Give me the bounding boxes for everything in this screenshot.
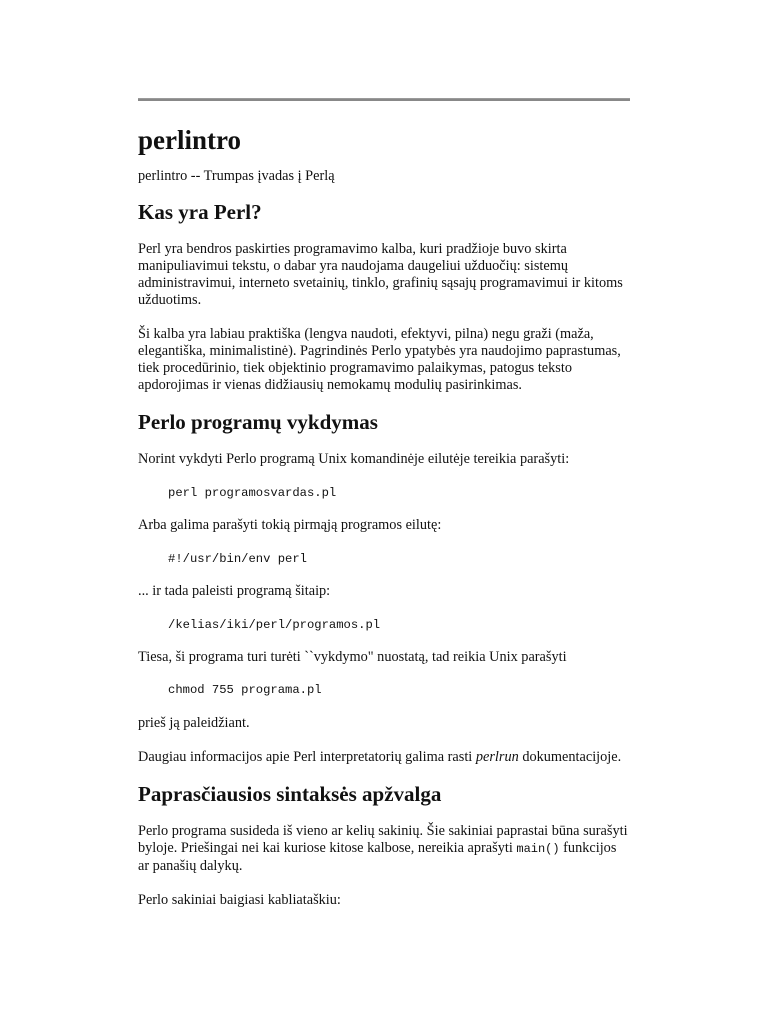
- paragraph-running-5: prieš ją paleidžiant.: [138, 715, 250, 731]
- code-block-3: /kelias/iki/perl/programos.pl: [168, 618, 381, 632]
- subtitle: perlintro -- Trumpas įvadas į Perlą: [138, 168, 335, 184]
- code-block-2: #!/usr/bin/env perl: [168, 552, 307, 566]
- heading-syntax: Paprasčiausios sintaksės apžvalga: [138, 782, 442, 806]
- paragraph-what-is-perl-1: Perl yra bendros paskirties programavimo kalba, kuri pradžioje buvo skirta manipuliavimui tekstu, o dabar yra naudojama daugeliui užduočių: sistemų administravimui, interneto svetainių, tinklo, grafinių sąsajų programavimui ir kitoms užduotims.: [138, 241, 623, 308]
- text-segment: funkcijos ar panašių dalykų.: [138, 840, 617, 874]
- code-block-4: chmod 755 programa.pl: [168, 683, 322, 697]
- paragraph-running-4: Tiesa, ši programa turi turėti ``vykdymo" nuostatą, tad reikia Unix parašyti: [138, 649, 567, 665]
- page-title: perlintro: [138, 125, 241, 155]
- paragraph-syntax-1: [138, 823, 630, 875]
- text-segment: Daugiau informacijos apie Perl interpretatorių galima rasti: [138, 749, 476, 765]
- text-segment: dokumentacijoje.: [518, 749, 622, 765]
- heading-what-is-perl: Kas yra Perl?: [138, 200, 262, 224]
- text-segment: Perlo programa susideda iš vieno ar kelių sakinių. Šie sakiniai paprastai būna surašyti byloje. Priešingai nei kai kuriose kitose kalbose, nereikia aprašyti: [138, 823, 628, 856]
- paragraph-what-is-perl-2: Ši kalba yra labiau praktiška (lengva naudoti, efektyvi, pilna) negu graži (maža, elegantiška, minimalistinė). Pagrindinės Perlo ypatybės yra naudojimo paprastumas, tiek procedūrinio, tiek objektinio programavimo palaikymas, patogus teksto apdorojimas ir vienas didžiausių nemokamų modulių pasirinkimas.: [138, 326, 621, 393]
- paragraph-running-2: Arba galima parašyti tokią pirmąją programos eilutę:: [138, 517, 442, 533]
- perlrun-reference: perlrun: [475, 749, 519, 765]
- document-page: [138, 98, 630, 909]
- paragraph-syntax-2: Perlo sakiniai baigiasi kabliataškiu:: [138, 892, 341, 908]
- code-block-1: perl programosvardas.pl: [168, 486, 337, 500]
- heading-running: Perlo programų vykdymas: [138, 410, 378, 434]
- paragraph-running-6: [138, 749, 630, 766]
- paragraph-running-1: Norint vykdyti Perlo programą Unix komandinėje eilutėje tereikia parašyti:: [138, 451, 570, 467]
- paragraph-running-3: ... ir tada paleisti programą šitaip:: [138, 583, 331, 599]
- inline-code-main: main(): [516, 842, 560, 856]
- top-rule: [138, 98, 630, 101]
